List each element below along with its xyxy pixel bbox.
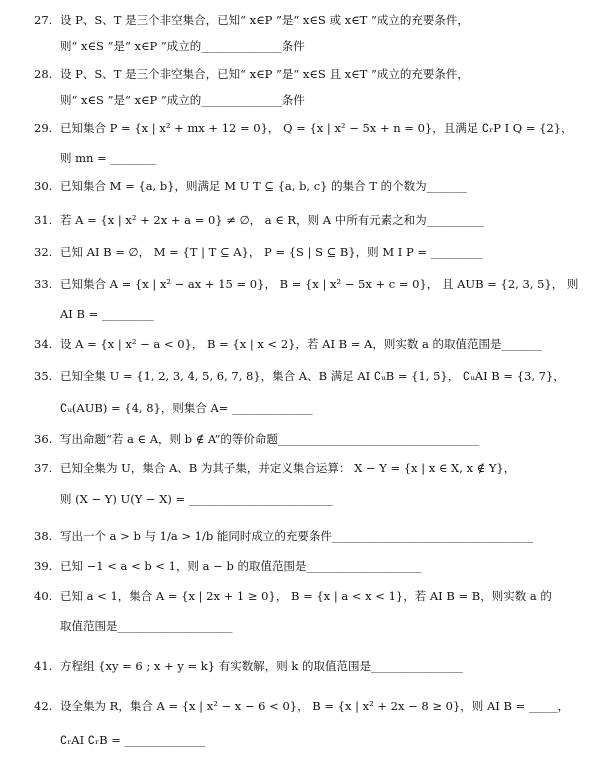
problem-number: 38. [34, 529, 53, 543]
problem-text: 已知 −1 < a < b < 1，则 a − b 的取值范围是____________________ [60, 559, 422, 573]
problem-text: 方程组 {xy = 6 ; x + y = k} 有实数解，则 k 的取值范围是________________ [60, 659, 463, 673]
problem-text: 已知集合 M = {a, b}，则满足 M U T ⊆ {a, b, c} 的集合 T 的个数为_______ [60, 179, 467, 193]
problem-number: 36. [34, 432, 53, 446]
problem-text-cont: 取值范围是____________________ [60, 619, 233, 633]
problem-text: 若 A = {x | x² + 2x + a = 0} ≠ ∅， a ∈ R，则 A 中所有元素之和为__________ [60, 213, 485, 227]
problem-number: 33. [34, 277, 53, 291]
problem-39 [0, 554, 600, 578]
problem-40-cont [0, 614, 600, 638]
problem-number: 37. [34, 461, 53, 475]
problem-text: 已知集合 A = {x | x² − ax + 15 = 0}， B = {x | x² − 5x + c = 0}， 且 AUB = {2, 3, 5}， 则 [60, 277, 579, 291]
problem-number: 27. [34, 13, 53, 27]
problem-35-cont [0, 396, 600, 420]
problem-number: 28. [34, 67, 53, 81]
problem-number: 42. [34, 699, 53, 713]
problem-27 [0, 8, 600, 32]
problem-text-cont: 则“ x∈S ”是“ x∈P ”成立的______________条件 [60, 93, 305, 107]
problem-number: 34. [34, 337, 53, 351]
problem-text: 已知 AI B = ∅， M = {T | T ⊆ A}， P = {S | S ⊆ B}，则 M I P = _________ [60, 245, 483, 259]
problem-38 [0, 524, 600, 548]
problem-42-cont [0, 728, 600, 752]
problem-text: 已知 a < 1，集合 A = {x | 2x + 1 ≥ 0}， B = {x | a < x < 1}，若 AI B = B，则实数 a 的 [60, 589, 552, 603]
problem-text: 已知全集 U = {1, 2, 3, 4, 5, 6, 7, 8}，集合 A、B 满足 AI ∁ᵤB = {1, 5}， ∁ᵤAI B = {3, 7}， [60, 369, 565, 383]
problem-37 [0, 456, 600, 480]
problem-27-cont [0, 34, 600, 58]
problem-text-cont: 则“ x∈S ”是“ x∈P ”成立的______________条件 [60, 39, 305, 53]
problem-36 [0, 427, 600, 451]
problem-33-cont [0, 302, 600, 326]
problem-text: 设 A = {x | x² − a < 0}， B = {x | x < 2}，若 AI B = A，则实数 a 的取值范围是_______ [60, 337, 542, 351]
problem-text-cont: 则 (X − Y) U(Y − X) = _________________________ [60, 492, 333, 506]
problem-number: 29. [34, 121, 53, 135]
problem-40 [0, 584, 600, 608]
problem-29 [0, 116, 600, 140]
problem-number: 31. [34, 213, 53, 227]
problem-text: 写出一个 a > b 与 1/a > 1/b 能同时成立的充要条件___________________________________ [60, 529, 534, 543]
problem-35 [0, 364, 600, 388]
problem-text-cont: ∁ᵤ(AUB) = {4, 8}，则集合 A= ______________ [60, 401, 313, 415]
problem-28-cont [0, 88, 600, 112]
problem-text: 设全集为 R，集合 A = {x | x² − x − 6 < 0}， B = {x | x² + 2x − 8 ≥ 0}，则 AI B = _____， [60, 699, 570, 713]
problem-31 [0, 208, 600, 232]
problem-42 [0, 694, 600, 718]
problem-number: 40. [34, 589, 53, 603]
problem-number: 41. [34, 659, 53, 673]
problem-text: 设 P、S、T 是三个非空集合，已知“ x∈P ”是“ x∈S 或 x∈T ”成立的充要条件， [60, 13, 469, 27]
problem-text: 已知全集为 U，集合 A、B 为其子集，并定义集合运算： X − Y = {x | x ∈ X, x ∉ Y}， [60, 461, 516, 475]
problem-33 [0, 272, 600, 296]
problem-30 [0, 174, 600, 198]
problem-number: 35. [34, 369, 53, 383]
problem-text: 已知集合 P = {x | x² + mx + 12 = 0}， Q = {x | x² − 5x + n = 0}，且满足 ∁ᵣP I Q = {2}， [60, 121, 573, 135]
problem-text-cont: AI B = _________ [60, 307, 154, 321]
problem-29-cont [0, 146, 600, 170]
problem-number: 30. [34, 179, 53, 193]
problem-text: 设 P、S、T 是三个非空集合，已知“ x∈P ”是“ x∈S 且 x∈T ”成立的充要条件， [60, 67, 469, 81]
problem-number: 39. [34, 559, 53, 573]
problem-text: 写出命题“若 a ∈ A，则 b ∉ A”的等价命题___________________________________ [60, 432, 480, 446]
problem-text-cont: ∁ᵣAI ∁ᵣB = ______________ [60, 733, 206, 747]
problem-41 [0, 654, 600, 678]
problem-text-cont: 则 mn = ________ [60, 151, 157, 165]
problem-32 [0, 240, 600, 264]
problem-37-cont [0, 487, 600, 511]
problem-number: 32. [34, 245, 53, 259]
problem-28 [0, 62, 600, 86]
problem-34 [0, 332, 600, 356]
